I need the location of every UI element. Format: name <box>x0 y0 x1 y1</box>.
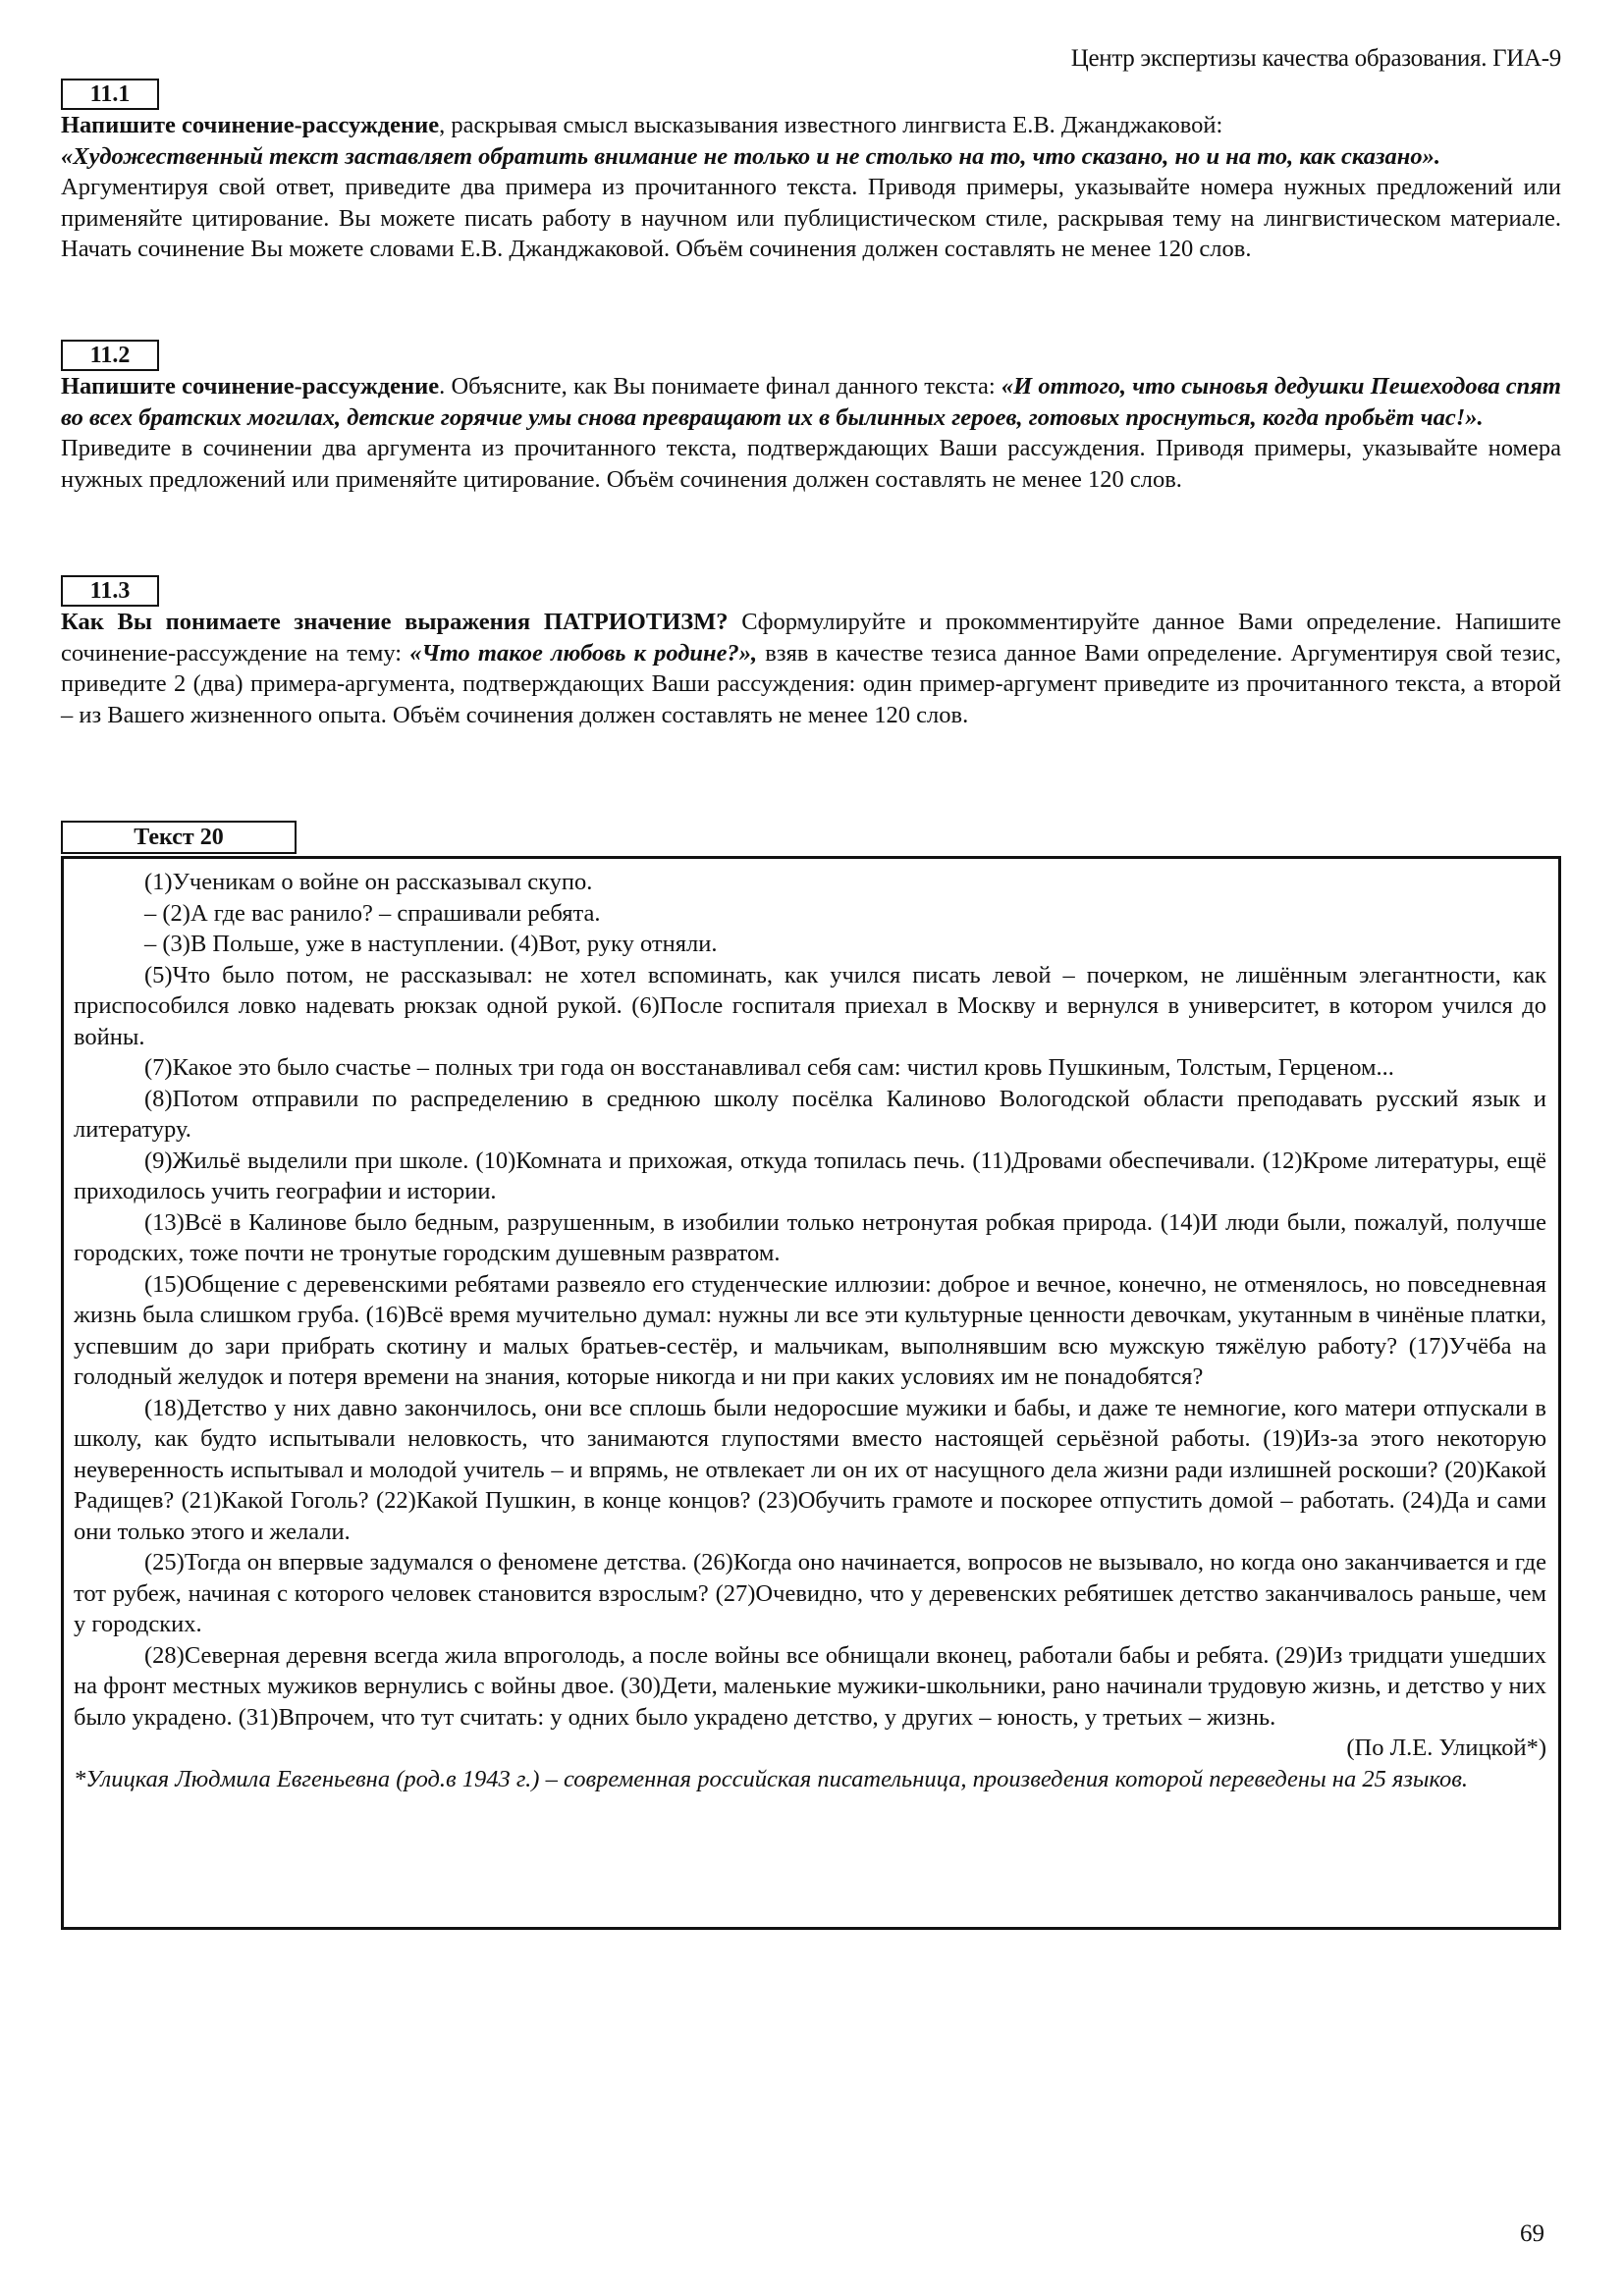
task-quote: «Что такое любовь к родине?», <box>409 639 758 667</box>
text-label: Текст 20 <box>61 821 297 854</box>
text-paragraph: (15)Общение с деревенскими ребятами развеяло его студенческие иллюзии: доброе и вечное, конечно, не отменялось, но повседневная жизнь была слишком груба. (16)Всё время мучительно думал: нужны ли все эти культурные ценности девочкам, укутанным в чинёные платки, успевшим до зари прибрать скотину и малых братьев-сестёр, и мальчикам, выполнявшим всю мужскую тяжёлую работу? (17)Учёба на голодный желудок и потеря времени на знания, которые никогда и ни при каких условиях им не понадобятся? <box>74 1270 1546 1390</box>
text-paragraph: – (3)В Польше, уже в наступлении. (4)Вот, руку отняли. <box>144 931 718 957</box>
task-body: Аргументируя свой ответ, приведите два примера из прочитанного текста. Приводя примеры, указывайте номера нужных предложений или применяйте цитирование. Вы можете писать работу в научном или публицистическом стиле, раскрывая тему на лингвистическом материале. Начать сочинение Вы можете словами Е.В. Джанджаковой. Объём сочинения должен составлять не менее 120 слов. <box>61 174 1561 262</box>
task-lead-rest: . Объясните, как Вы понимаете финал данного текста: <box>439 373 1001 400</box>
task-lead: Напишите сочинение-рассуждение <box>61 112 440 138</box>
page-header: Центр экспертизы качества образования. ГИА-9 <box>1070 45 1561 72</box>
task-11-1 <box>61 79 1561 265</box>
text-paragraph: (25)Тогда он впервые задумался о феномене детства. (26)Когда оно начинается, вопросов не вызывало, но когда оно заканчивается и где тот рубеж, начиная с которого человек становится взрослым? (27)Очевидно, что у деревенских ребятишек детство заканчивалось раньше, чем у городских. <box>74 1549 1546 1637</box>
text-paragraph: (8)Потом отправили по распределению в среднюю школу посёлка Калиново Вологодской области преподавать русский язык и литературу. <box>74 1085 1546 1143</box>
text-paragraph: (1)Ученикам о войне он рассказывал скупо. <box>144 869 593 895</box>
page-number: 69 <box>1520 2220 1544 2247</box>
task-lead: Напишите сочинение-рассуждение <box>61 373 440 400</box>
task-quote: «Художественный текст заставляет обратить внимание не только и не столько на то, что сказано, но и на то, как сказано». <box>61 142 1440 170</box>
text-paragraph: (13)Всё в Калинове было бедным, разрушенным, в изобилии только нетронутая робкая природа. (14)И люди были, пожалуй, получше городских, тоже почти не тронутые городским душевным развратом. <box>74 1208 1546 1266</box>
reading-text-box <box>61 856 1561 1930</box>
task-instruction <box>61 110 1561 172</box>
task-lead-rest: Сформулируйте и прокомментируйте данное Вами определение. Напишите сочинение-рассуждение на тему: <box>61 609 1561 667</box>
author-footnote: *Улицкая Людмила Евгеньевна (род.в 1943 г.) – современная российская писательница, произведения которой переведены на 25 языков. <box>74 1765 1469 1792</box>
task-number-box: 11.2 <box>61 340 159 371</box>
text-paragraph: (5)Что было потом, не рассказывал: не хотел вспоминать, как учился писать левой – почерком, не лишённым элегантности, как приспособился ловко надевать рюкзак одной рукой. (6)После госпиталя приехал в Москву и вернулся в университет, в котором учился до войны. <box>74 961 1546 1050</box>
task-number-box: 11.3 <box>61 575 159 607</box>
task-lead: Как Вы понимаете значение выражения ПАТРИОТИЗМ? <box>61 609 729 635</box>
task-instruction <box>61 371 1561 433</box>
task-lead-rest: , раскрывая смысл высказывания известного лингвиста Е.В. Джанджаковой: <box>439 112 1223 138</box>
task-body: взяв в качестве тезиса данное Вами определение. Аргументируя свой тезис, приведите 2 (два) примера-аргумента, подтверждающих Ваши рассуждения: один пример-аргумент приведите из прочитанного текста, а второй – из Вашего жизненного опыта. Объём сочинения должен составлять не менее 120 слов. <box>61 639 1561 728</box>
text-source: (По Л.Е. Улицкой*) <box>1346 1735 1546 1761</box>
text-paragraph: (28)Северная деревня всегда жила впроголодь, а после войны все обнищали вконец, работали бабы и ребята. (29)Из тридцати ушедших на фронт местных мужиков вернулись с войны двое. (30)Дети, маленькие мужики-школьники, рано начинали трудовую жизнь, и детство у них было украдено. (31)Впрочем, что тут считать: у одних было украдено детство, у других – юность, у третьих – жизнь. <box>74 1641 1546 1731</box>
text-paragraph: (9)Жильё выделили при школе. (10)Комната и прихожая, откуда топилась печь. (11)Дровами обеспечивали. (12)Кроме литературы, ещё приходилось учить географии и истории. <box>74 1147 1546 1204</box>
task-11-3 <box>61 575 1561 730</box>
task-instruction <box>61 607 1561 730</box>
task-11-2 <box>61 340 1561 495</box>
task-number-box: 11.1 <box>61 79 159 110</box>
task-quote: «И оттого, что сыновья дедушки Пешеходова спят во всех братских могилах, детские горячие умы снова превращают их в былинных героев, готовых проснуться, когда пробьёт час!». <box>61 373 1561 431</box>
task-body: Приведите в сочинении два аргумента из прочитанного текста, подтверждающих Ваши рассуждения. Приводя примеры, указывайте номера нужных предложений или применяйте цитирование. Объём сочинения должен составлять не менее 120 слов. <box>61 435 1561 493</box>
text-paragraph: (7)Какое это было счастье – полных три года он восстанавливал себя сам: чистил кровь Пушкиным, Толстым, Герценом... <box>144 1054 1394 1081</box>
text-paragraph: – (2)А где вас ранило? – спрашивали ребята. <box>144 899 601 927</box>
text-paragraph: (18)Детство у них давно закончилось, они все сплошь были недоросшие мужики и бабы, и даже те немногие, кого матери отпускали в школу, как будто испытывали неловкость, что занимаются глупостями вместо настоящей серьёзной работы. (19)Из-за этого некоторую неуверенность испытывал и молодой учитель – и впрямь, не отвлекает ли он их от насущного дела жизни ради излишней роскоши? (20)Какой Радищев? (21)Какой Гоголь? (22)Какой Пушкин, в конце концов? (23)Обучить грамоте и поскорее отпустить домой – работать. (24)Да и сами они только этого и желали. <box>74 1394 1546 1545</box>
